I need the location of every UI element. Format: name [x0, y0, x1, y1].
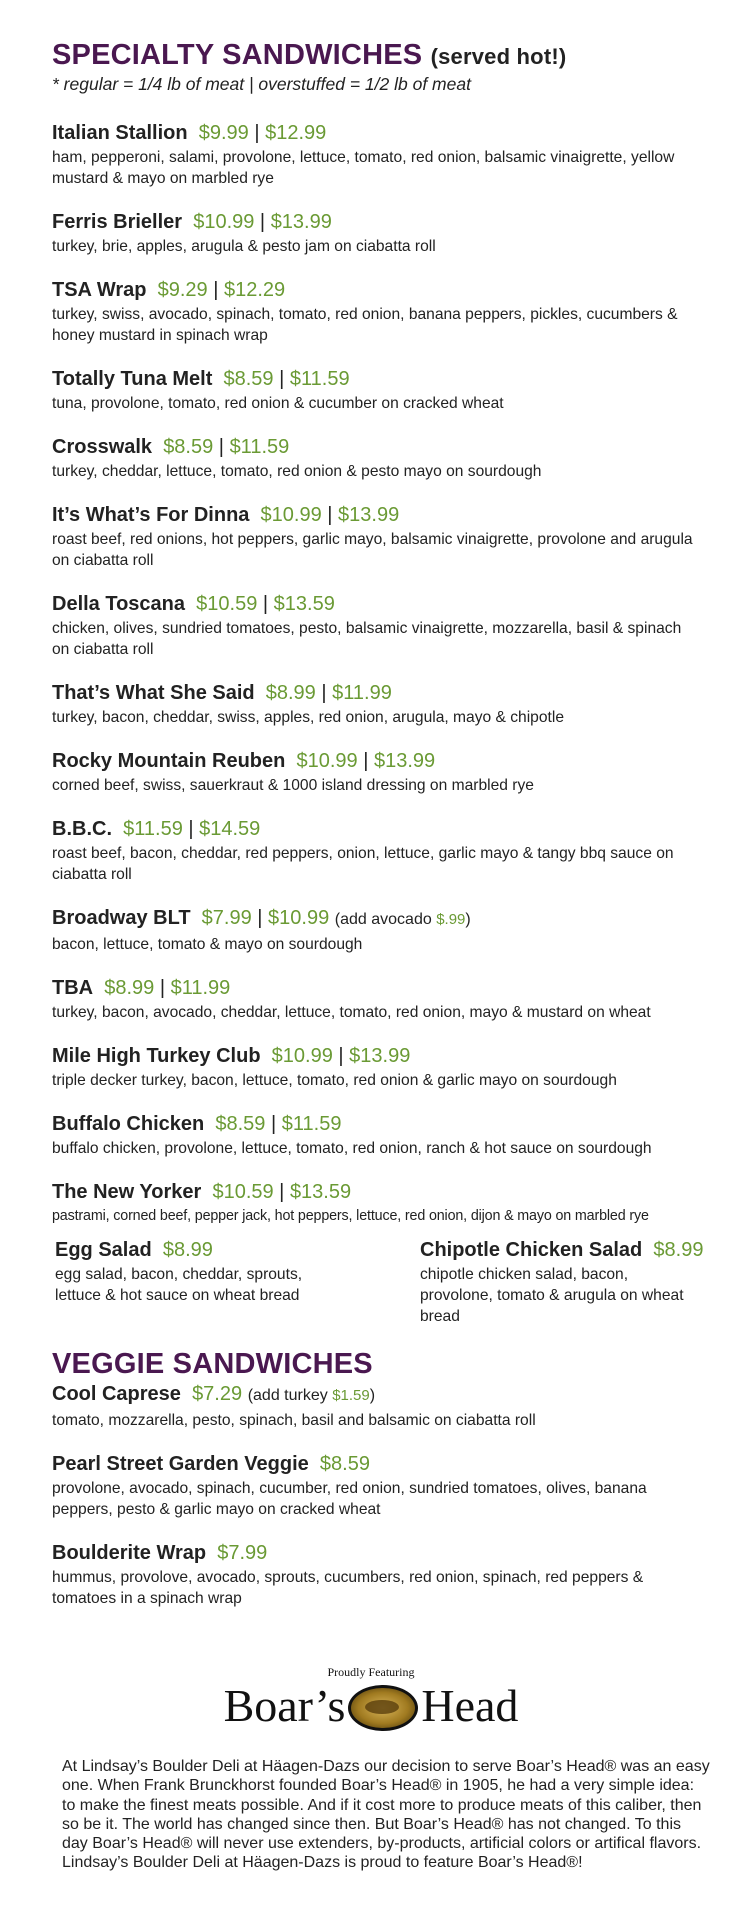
item-price-regular: $9.29 [157, 279, 208, 301]
addon-close: ) [465, 911, 471, 928]
item-header [52, 209, 702, 235]
item-description: egg salad, bacon, cheddar, sprouts, lettuce & hot sauce on wheat bread [55, 1266, 303, 1304]
item-header [52, 975, 702, 1001]
item-header [52, 1043, 702, 1069]
item-header [52, 905, 702, 933]
item-description: turkey, cheddar, lettuce, tomato, red onion & pesto mayo on sourdough [52, 463, 542, 480]
addon-close: ) [369, 1387, 376, 1404]
item-description: turkey, swiss, avocado, spinach, tomato, red onion, banana peppers, pickles, cucumbers & honey mustard in spinach wrap [52, 306, 678, 344]
boars-head-logo-block [0, 1665, 742, 1730]
item-description: turkey, brie, apples, arugula & pesto jam on ciabatta roll [52, 238, 436, 255]
boar-emblem-icon [348, 1685, 418, 1731]
item-description: corned beef, swiss, sauerkraut & 1000 island dressing on marbled rye [52, 777, 534, 794]
item-header [52, 1111, 702, 1137]
item-description: chipotle chicken salad, bacon, provolone, tomato & arugula on wheat bread [420, 1266, 684, 1325]
item-name: Rocky Mountain Reuben [52, 750, 286, 772]
item-name: Buffalo Chicken [52, 1113, 205, 1135]
item-addon [248, 1387, 375, 1404]
item-description: buffalo chicken, provolone, lettuce, tomato, red onion, ranch & hot sauce on sourdough [52, 1140, 652, 1157]
menu-item [52, 1179, 702, 1227]
item-price: $7.29 [192, 1383, 243, 1405]
item-description: roast beef, bacon, cheddar, red peppers, onion, lettuce, garlic mayo & tangy bbq sauce on ciabatta roll [52, 845, 674, 883]
item-price-overstuffed: $11.59 [289, 368, 350, 390]
specialty-subtitle: (served hot!) [430, 44, 567, 69]
item-name: Pearl Street Garden Veggie [52, 1453, 309, 1475]
menu-item [52, 680, 702, 728]
item-name: Della Toscana [52, 593, 186, 615]
item-price-regular: $10.99 [193, 211, 255, 233]
item-header [52, 277, 702, 303]
item-description: chicken, olives, sundried tomatoes, pesto, balsamic vinaigrette, mozzarella, basil & spinach on ciabatta roll [52, 620, 682, 658]
item-price-overstuffed: $11.99 [332, 682, 392, 704]
price-separator: | [254, 211, 271, 233]
specialty-title-text: SPECIALTY SANDWICHES [52, 39, 423, 71]
price-separator: | [213, 436, 230, 458]
menu-page [52, 38, 702, 1629]
item-description: triple decker turkey, bacon, lettuce, tomato, red onion & garlic mayo on sourdough [52, 1072, 617, 1089]
veggie-list [52, 1381, 702, 1609]
menu-item [52, 905, 702, 955]
item-price-overstuffed: $11.59 [229, 436, 290, 458]
item-name: Ferris Brieller [52, 211, 183, 233]
item-name: Egg Salad [55, 1239, 152, 1261]
item-price: $8.59 [319, 1453, 370, 1475]
menu-item [52, 591, 702, 660]
item-price-overstuffed: $13.59 [273, 593, 335, 615]
item-description: tuna, provolone, tomato, red onion & cucumber on cracked wheat [52, 395, 504, 412]
item-name: TBA [52, 977, 94, 999]
price-separator: | [273, 368, 290, 390]
item-header [52, 591, 702, 617]
item-header [52, 816, 702, 842]
item-name: Totally Tuna Melt [52, 368, 213, 390]
item-name: Broadway BLT [52, 907, 191, 929]
menu-item [52, 209, 702, 257]
menu-item [52, 748, 702, 796]
item-price-regular: $7.99 [201, 907, 252, 929]
salad-item-chipotle-chicken [420, 1237, 702, 1327]
item-name: The New Yorker [52, 1181, 202, 1203]
item-price-regular: $10.99 [260, 504, 322, 526]
salad-item-egg [55, 1237, 337, 1327]
item-description: pastrami, corned beef, pepper jack, hot peppers, lettuce, red onion, dijon & mayo on marbled rye [52, 1208, 649, 1224]
item-price-overstuffed: $12.29 [223, 279, 286, 301]
item-header [52, 434, 702, 460]
specialty-list [52, 120, 702, 1227]
logo-word-right: Head [421, 1680, 519, 1731]
addon-text: (add turkey [247, 1387, 328, 1404]
item-name: Mile High Turkey Club [52, 1045, 261, 1067]
item-price-overstuffed: $10.99 [268, 907, 330, 929]
item-price: $8.99 [162, 1239, 213, 1261]
salad-sandwiches [55, 1237, 702, 1327]
item-description: provolone, avocado, spinach, cucumber, red onion, sundried tomatoes, olives, banana peppers, pesto & garlic mayo on cracked wheat [52, 1480, 647, 1518]
item-name: B.B.C. [52, 818, 112, 840]
proudly-featuring: Proudly Featuring [327, 1665, 415, 1679]
item-header [52, 366, 702, 392]
item-price-overstuffed: $11.59 [281, 1113, 342, 1135]
price-separator: | [321, 504, 339, 526]
item-addon [335, 911, 471, 928]
item-header [52, 748, 702, 774]
menu-item [52, 277, 702, 346]
item-header [52, 1540, 702, 1566]
item-price-regular: $8.59 [163, 436, 214, 458]
menu-item [52, 502, 702, 571]
price-separator: | [273, 1181, 290, 1203]
item-price-overstuffed: $13.99 [338, 504, 400, 526]
item-header [52, 1381, 702, 1409]
item-price-overstuffed: $13.99 [349, 1045, 411, 1067]
item-name: That’s What She Said [52, 682, 255, 704]
addon-text: (add avocado [334, 911, 432, 928]
veggie-section-title: VEGGIE SANDWICHES [52, 1348, 373, 1380]
item-name: It’s What’s For Dinna [52, 504, 250, 526]
menu-item [52, 975, 702, 1023]
menu-item [52, 434, 702, 482]
item-header [52, 680, 702, 706]
price-separator: | [265, 1113, 282, 1135]
item-header [52, 1451, 702, 1477]
price-separator: | [257, 593, 274, 615]
item-name: Italian Stallion [52, 122, 188, 144]
item-price-regular: $10.99 [296, 750, 358, 772]
item-price-overstuffed: $14.59 [199, 818, 261, 840]
menu-item [52, 816, 702, 885]
logo-word-left: Boar’s [223, 1680, 346, 1731]
price-separator: | [154, 977, 171, 999]
item-description: turkey, bacon, avocado, cheddar, lettuce, tomato, red onion, mayo & mustard on wheat [52, 1004, 651, 1021]
specialty-section-title [52, 38, 702, 74]
price-separator: | [251, 907, 269, 929]
item-price-overstuffed: $13.99 [373, 750, 436, 772]
item-description: hummus, provolove, avocado, sprouts, cucumbers, red onion, spinach, red peppers & tomatoes in a spinach wrap [52, 1569, 644, 1607]
item-name: Crosswalk [52, 436, 153, 458]
item-name: Cool Caprese [52, 1383, 181, 1405]
item-price-regular: $11.59 [123, 818, 183, 840]
item-name: Boulderite Wrap [52, 1542, 207, 1564]
item-description: turkey, bacon, cheddar, swiss, apples, red onion, arugula, mayo & chipotle [52, 709, 564, 726]
item-header [52, 120, 702, 146]
item-price-regular: $10.59 [196, 593, 258, 615]
item-price-overstuffed: $13.59 [289, 1181, 352, 1203]
price-separator: | [357, 750, 374, 772]
item-description: roast beef, red onions, hot peppers, garlic mayo, balsamic vinaigrette, provolone and arugula on ciabatta roll [52, 531, 693, 569]
addon-price: $.99 [436, 911, 466, 928]
item-price: $8.99 [653, 1239, 704, 1261]
price-separator: | [182, 818, 200, 840]
item-description: ham, pepperoni, salami, provolone, lettuce, tomato, red onion, balsamic vinaigrette, yellow mustard & mayo on marbled rye [52, 149, 675, 187]
price-separator: | [248, 122, 266, 144]
menu-item [52, 1540, 702, 1609]
item-price-regular: $8.99 [104, 977, 155, 999]
menu-item [52, 1381, 702, 1431]
menu-item [52, 120, 702, 189]
price-separator: | [207, 279, 224, 301]
price-separator: | [332, 1045, 350, 1067]
price-separator: | [315, 682, 333, 704]
item-price-regular: $10.99 [271, 1045, 333, 1067]
item-price-regular: $9.99 [198, 122, 249, 144]
item-price-regular: $8.59 [223, 368, 274, 390]
item-description: tomato, mozzarella, pesto, spinach, basil and balsamic on ciabatta roll [52, 1412, 536, 1429]
menu-item [52, 366, 702, 414]
item-header [52, 1179, 702, 1205]
portion-note: * regular = 1/4 lb of meat | overstuffed = 1/2 lb of meat [52, 74, 471, 94]
item-price-regular: $10.59 [212, 1181, 274, 1203]
item-name: Chipotle Chicken Salad [420, 1239, 643, 1261]
menu-item [52, 1111, 702, 1159]
item-description: bacon, lettuce, tomato & mayo on sourdough [52, 936, 363, 953]
menu-item [52, 1043, 702, 1091]
item-price: $7.99 [217, 1542, 268, 1564]
item-price-overstuffed: $13.99 [270, 211, 332, 233]
boars-head-logo [224, 1682, 519, 1730]
menu-item [52, 1451, 702, 1520]
item-price-regular: $8.59 [215, 1113, 266, 1135]
item-header [52, 502, 702, 528]
about-paragraph: At Lindsay’s Boulder Deli at Häagen-Dazs our decision to serve Boar’s Head® was an easy one. When Frank Brunckhorst founded Boar’s Head® in 1905, he had a very simple idea: to make the finest meats possible. And if it cost more to produce meats of this caliber, then so be it. The world has changed since then. But Boar’s Head® has not changed. To this day Boar’s Head® will never use extenders, by-products, artificial colors or artifical flavors. Lindsay’s Boulder Deli at Häagen-Dazs is proud to feature Boar’s Head®! [62, 1758, 710, 1872]
item-price-overstuffed: $12.99 [265, 122, 327, 144]
item-name: TSA Wrap [52, 279, 147, 301]
item-price-regular: $8.99 [265, 682, 316, 704]
addon-price: $1.59 [332, 1387, 370, 1404]
item-price-overstuffed: $11.99 [170, 977, 231, 999]
